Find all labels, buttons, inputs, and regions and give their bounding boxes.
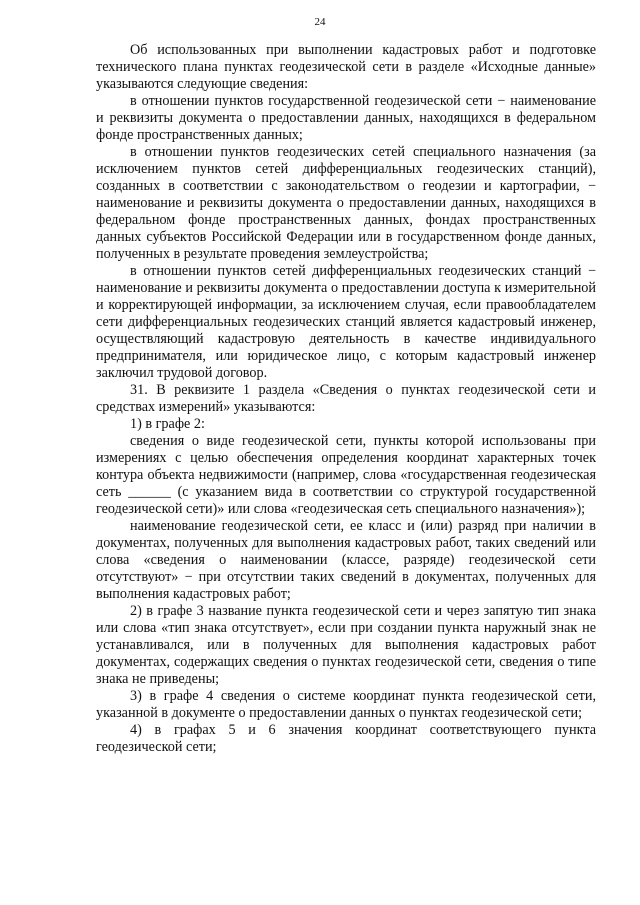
network-type-paragraph: сведения о виде геодезической сети, пункты которой использованы при измерениях с целью обеспечения определения координат характерных точек контура объекта недвижимости (например, слова «государственная геодезическая сеть ______ (с указанием вида в соответствии со структурой государственной геодезической сети)» или слова «геодезическая сеть специального назначения»); [96, 433, 596, 517]
state-geodetic-network-paragraph: в отношении пунктов государственной геодезической сети − наименование и реквизиты документа о предоставлении данных, находящихся в федеральном фонде пространственных данных; [96, 93, 596, 143]
column-4-paragraph: 3) в графе 4 сведения о системе координат пункта геодезической сети, указанной в документе о предоставлении данных о пунктах геодезической сети; [96, 688, 596, 721]
column-3-paragraph: 2) в графе 3 название пункта геодезической сети и через запятую тип знака или слова «тип знака отсутствует», если при создании пункта наружный знак не устанавливался, или в полученных для выполнения кадастровых работ документах, содержащих сведения о пунктах геодезической сети, сведения о типе знака не приведены; [96, 603, 596, 687]
intro-paragraph: Об использованных при выполнении кадастровых работ и подготовке технического плана пунктах геодезической сети в разделе «Исходные данные» указываются следующие сведения: [96, 42, 596, 92]
differential-stations-paragraph: в отношении пунктов сетей дифференциальных геодезических станций − наименование и реквизиты документа о предоставлении доступа к измерительной и корректирующей информации, за исключением случая, если правообладателем сети дифференциальных геодезических станций является кадастровый инженер, осуществляющий кадастровую деятельность в качестве индивидуального предпринимателя, или юридическое лицо, с которым кадастровый инженер заключил трудовой договор. [96, 263, 596, 381]
page-number: 24 [314, 16, 326, 28]
document-body [96, 42, 596, 756]
clause-31-paragraph: 31. В реквизите 1 раздела «Сведения о пунктах геодезической сети и средствах измерений» указываются: [96, 382, 596, 415]
special-purpose-network-paragraph: в отношении пунктов геодезических сетей специального назначения (за исключением пунктов сетей дифференциальных геодезических станций), созданных в соответствии с законодательством о геодезии и картографии, − наименование и реквизиты документа о предоставлении данных, находящихся в федеральном фонде пространственных данных, фондах пространственных данных субъектов Российской Федерации или в государственном фонде данных, полученных в результате проведения землеустройства; [96, 144, 596, 262]
network-name-paragraph: наименование геодезической сети, ее класс и (или) разряд при наличии в документах, полученных для выполнения кадастровых работ, таких сведений или слова «сведения о наименовании (классе, разряде) геодезической сети отсутствуют» − при отсутствии таких сведений в документах, полученных для выполнения кадастровых работ; [96, 518, 596, 602]
columns-5-6-paragraph: 4) в графах 5 и 6 значения координат соответствующего пункта геодезической сети; [96, 722, 596, 755]
column-2-heading: 1) в графе 2: [130, 416, 205, 432]
